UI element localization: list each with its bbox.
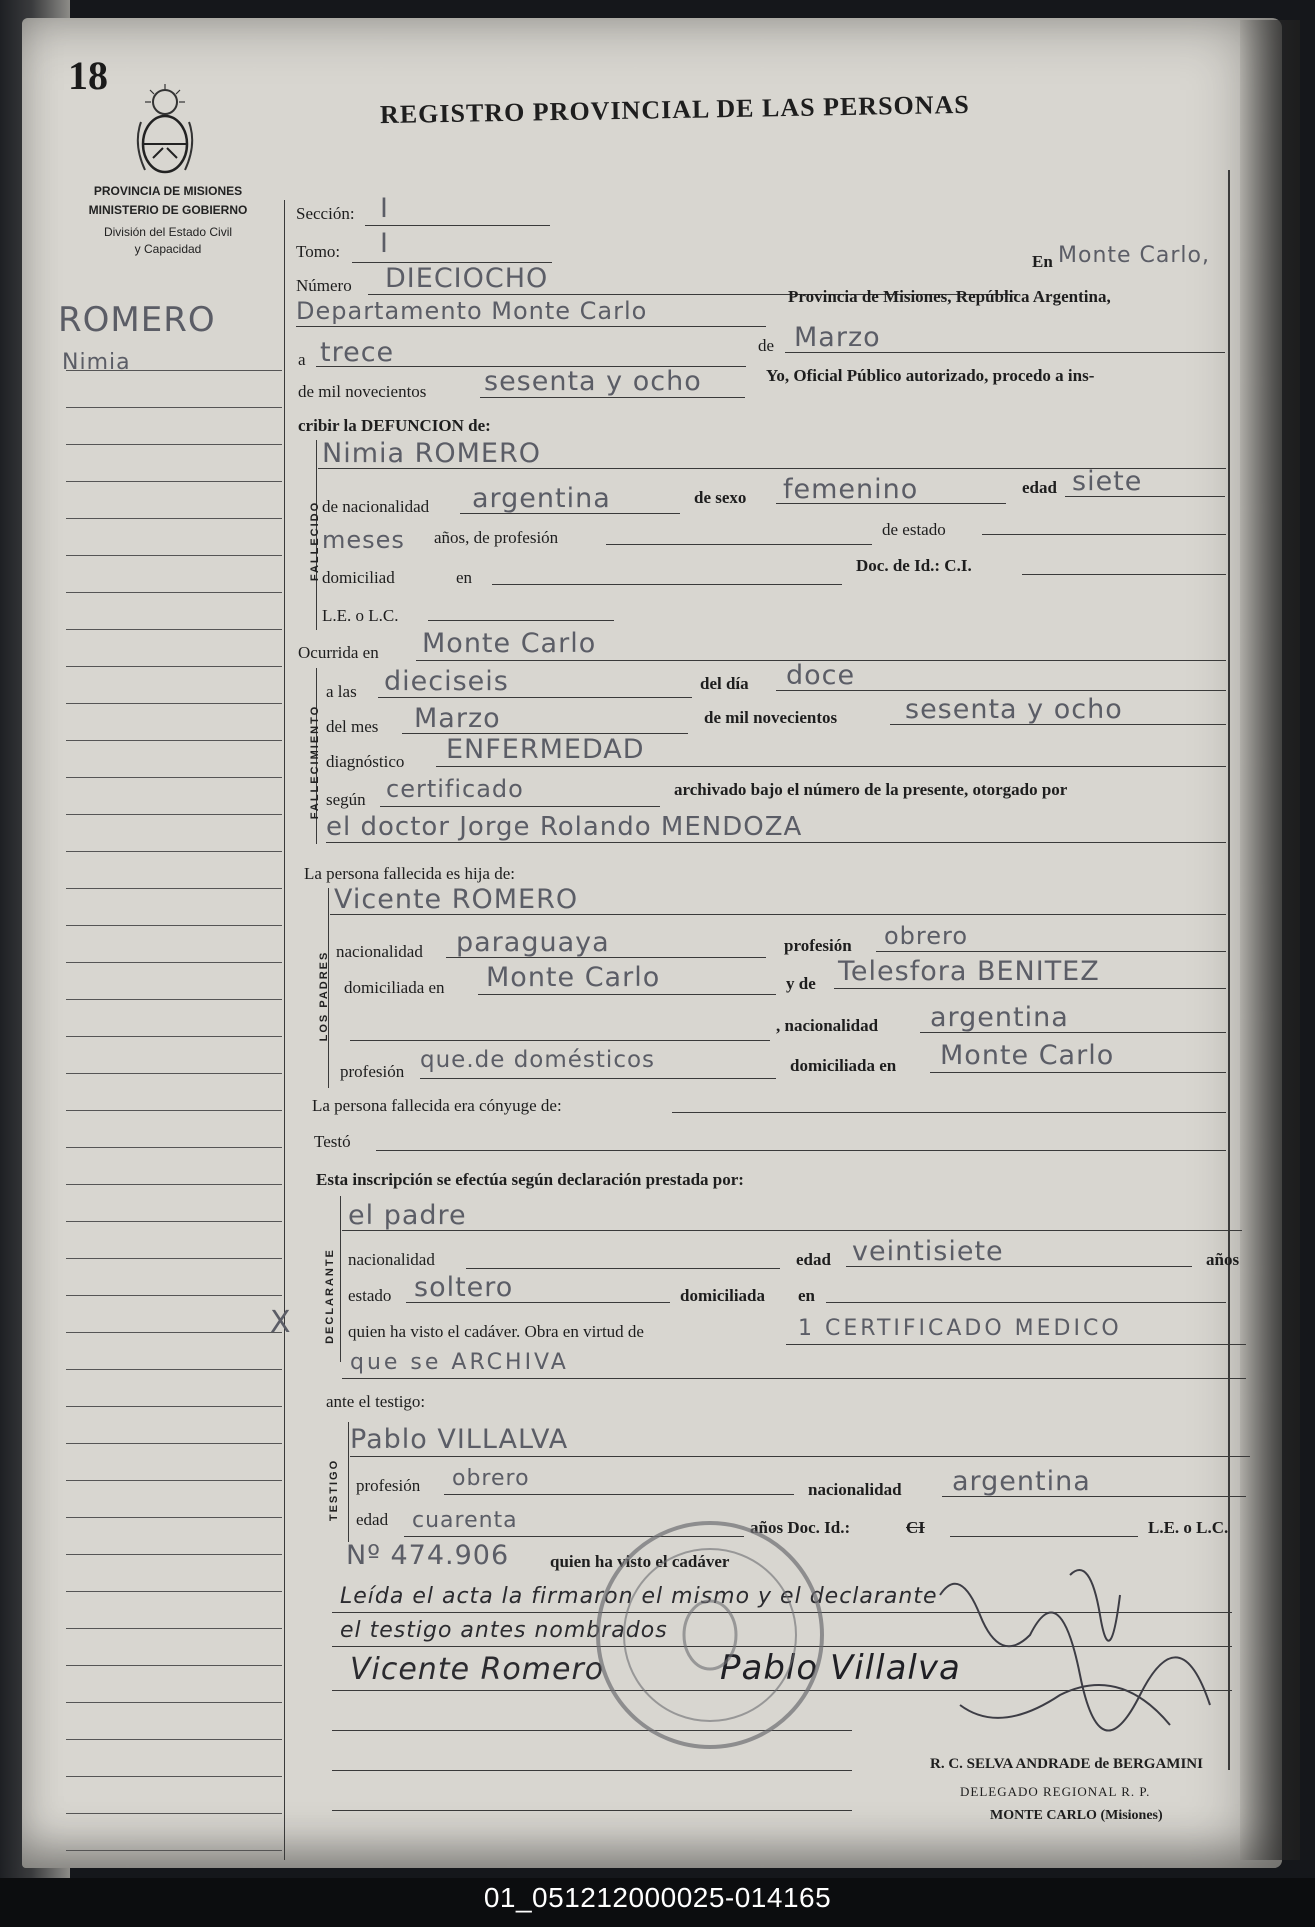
margin-ruled-line bbox=[66, 1443, 282, 1444]
nacionalidad-line bbox=[460, 513, 680, 514]
declarante-domiciliada-label: domiciliada bbox=[680, 1286, 766, 1305]
departamento-value: Departamento Monte Carlo bbox=[296, 297, 648, 325]
margin-ruled-line bbox=[66, 1813, 282, 1814]
margin-ruled-line bbox=[66, 370, 282, 371]
padre-domicilio-label: domiciliada en bbox=[344, 978, 445, 997]
estado-line bbox=[982, 534, 1226, 535]
dia-fallecimiento-line bbox=[776, 690, 1226, 691]
testigo-side-label: TESTIGO bbox=[328, 1458, 340, 1522]
margin-ruled-line bbox=[66, 851, 282, 852]
margin-surname: ROMERO bbox=[58, 300, 216, 340]
declarante-nacionalidad-line bbox=[466, 1268, 780, 1269]
edad-line bbox=[1065, 496, 1225, 497]
oficial-text: Yo, Oficial Público autorizado, procedo a ins- bbox=[766, 366, 1095, 385]
seccion-line bbox=[365, 225, 550, 226]
margin-ruled-line bbox=[66, 777, 282, 778]
padre-name-value: Vicente ROMERO bbox=[334, 884, 579, 915]
padre-name-line bbox=[330, 914, 1226, 915]
anio-fallecimiento-value: sesenta y ocho bbox=[905, 694, 1123, 725]
le-line bbox=[428, 620, 614, 621]
margin-ruled-line bbox=[66, 1221, 282, 1222]
margin-ruled-line bbox=[66, 1480, 282, 1481]
declarante-cadaver-text: quien ha visto el cadáver. Obra en virtud de bbox=[348, 1322, 644, 1341]
closing-text-2: el testigo antes nombrados bbox=[340, 1618, 668, 1643]
margin-ruled-line bbox=[66, 814, 282, 815]
closing-line-6 bbox=[332, 1810, 852, 1811]
margin-ruled-line bbox=[66, 1591, 282, 1592]
closing-line-5 bbox=[332, 1770, 852, 1771]
testigo-profesion-line bbox=[444, 1494, 794, 1495]
issuer-ministry: MINISTERIO DE GOBIERNO bbox=[88, 203, 248, 217]
right-border bbox=[1228, 170, 1230, 1770]
margin-ruled-line bbox=[66, 1332, 282, 1333]
madre-name-line bbox=[834, 988, 1226, 989]
signature-testigo: Pablo Villalva bbox=[720, 1648, 961, 1688]
padre-domicilio-line bbox=[478, 994, 776, 995]
tomo-value: I bbox=[380, 228, 389, 259]
y-de-label: y de bbox=[786, 974, 816, 993]
doc-line bbox=[1022, 574, 1226, 575]
cribir-text: cribir la DEFUNCION de: bbox=[298, 416, 491, 435]
margin-ruled-line bbox=[66, 1628, 282, 1629]
tomo-label: Tomo: bbox=[296, 242, 341, 261]
margin-ruled-line bbox=[66, 444, 282, 445]
segun-label: según bbox=[326, 790, 366, 809]
margin-ruled-line bbox=[66, 407, 282, 408]
margin-ruled-line bbox=[66, 1776, 282, 1777]
declarante-side-label: DECLARANTE bbox=[324, 1248, 336, 1344]
anio-value: sesenta y ocho bbox=[484, 366, 702, 397]
padres-intro: La persona fallecida es hija de: bbox=[304, 864, 515, 883]
mes-line bbox=[785, 352, 1225, 353]
declarante-domicilio-line bbox=[826, 1302, 1226, 1303]
margin-ruled-line bbox=[66, 1517, 282, 1518]
official-stamp-place: MONTE CARLO (Misiones) bbox=[990, 1808, 1163, 1823]
declarante-name-value: el padre bbox=[348, 1200, 467, 1231]
numero-value: DIECIOCHO bbox=[385, 263, 549, 294]
declaracion-text: Esta inscripción se efectúa según declaración prestada por: bbox=[316, 1170, 744, 1189]
signature-declarante: Vicente Romero bbox=[350, 1652, 605, 1687]
declarante-en-label: en bbox=[798, 1286, 815, 1305]
testigo-bracket bbox=[348, 1422, 349, 1542]
margin-ruled-line bbox=[66, 629, 282, 630]
madre-nacionalidad-line bbox=[920, 1032, 1226, 1033]
anio-fallecimiento-label: de mil novecientos bbox=[704, 708, 838, 727]
margin-ruled-line bbox=[66, 1110, 282, 1111]
margin-ruled-line bbox=[66, 555, 282, 556]
testigo-doc-type: CI bbox=[906, 1518, 925, 1537]
testigo-edad-label: edad bbox=[356, 1510, 389, 1529]
en-value: Monte Carlo, bbox=[1058, 243, 1210, 268]
estado-label: de estado bbox=[882, 520, 946, 539]
madre-name-value: Telesfora BENITEZ bbox=[838, 956, 1100, 987]
hora-line bbox=[378, 697, 692, 698]
madre-profesion-label: profesión bbox=[340, 1062, 405, 1081]
sexo-line bbox=[776, 503, 1006, 504]
hora-label: a las bbox=[326, 682, 357, 701]
seccion-label: Sección: bbox=[296, 204, 355, 223]
margin-ruled-line bbox=[66, 1147, 282, 1148]
testigo-nacionalidad-line bbox=[942, 1496, 1246, 1497]
margin-ruled-line bbox=[66, 1406, 282, 1407]
margin-ruled-line bbox=[66, 1850, 282, 1851]
fallecimiento-side-label: FALLECIMIENTO bbox=[309, 704, 321, 820]
padre-domicilio-value: Monte Carlo bbox=[486, 962, 661, 993]
margin-ruled-line bbox=[66, 666, 282, 667]
margin-ruled-line bbox=[66, 1554, 282, 1555]
testo-label: Testó bbox=[314, 1132, 351, 1151]
departamento-line bbox=[296, 326, 766, 327]
margin-ruled-line bbox=[66, 925, 282, 926]
profesion-line bbox=[606, 544, 872, 545]
dia-fallecimiento-value: doce bbox=[786, 660, 856, 691]
official-stamp-title: DELEGADO REGIONAL R. P. bbox=[960, 1784, 1151, 1799]
archivado-text: archivado bajo el número de la presente, otorgado por bbox=[674, 780, 1068, 799]
padres-side-label: LOS PADRES bbox=[318, 950, 330, 1042]
doctor-line bbox=[326, 842, 1226, 843]
domicilio-line bbox=[492, 584, 842, 585]
mes-fallecimiento-value: Marzo bbox=[414, 703, 501, 734]
obra-value: 1 CERTIFICADO MEDICO bbox=[798, 1316, 1122, 1341]
seccion-value: I bbox=[380, 193, 389, 224]
margin-ruled-line bbox=[66, 888, 282, 889]
edad-value: siete bbox=[1072, 466, 1143, 497]
madre-domicilio-label: domiciliada en bbox=[790, 1056, 897, 1075]
hora-value: dieciseis bbox=[384, 666, 509, 697]
conyuge-line bbox=[672, 1112, 1226, 1113]
testigo-profesion-label: profesión bbox=[356, 1476, 421, 1495]
madre-nacionalidad-pre-line bbox=[350, 1040, 770, 1041]
obra-line bbox=[786, 1344, 1246, 1345]
margin-ruled-line bbox=[66, 703, 282, 704]
domiciliado-label: domiciliad bbox=[322, 568, 395, 587]
closing-text-1: Leída el acta la firmaron el mismo y el declarante bbox=[340, 1584, 938, 1609]
testigo-nacionalidad-label: nacionalidad bbox=[808, 1480, 902, 1499]
diagnostico-value: ENFERMEDAD bbox=[446, 734, 645, 765]
de-label: de bbox=[758, 336, 775, 355]
issuer-capacity: y Capacidad bbox=[134, 242, 202, 256]
doctor-value: el doctor Jorge Rolando MENDOZA bbox=[326, 812, 803, 842]
margin-ruled-line bbox=[66, 1369, 282, 1370]
segun-line bbox=[380, 806, 660, 807]
madre-profesion-value: que.de domésticos bbox=[420, 1047, 656, 1073]
declarante-name-line bbox=[342, 1230, 1242, 1231]
anio-label: de mil novecientos bbox=[298, 382, 427, 401]
diagnostico-label: diagnóstico bbox=[326, 752, 405, 771]
madre-nacionalidad-label: , nacionalidad bbox=[776, 1016, 879, 1035]
declarante-edad-label: edad bbox=[796, 1250, 831, 1269]
issuer-province: PROVINCIA DE MISIONES bbox=[93, 184, 243, 198]
page-number: 18 bbox=[68, 53, 108, 98]
numero-label: Número bbox=[296, 276, 352, 295]
madre-domicilio-line bbox=[930, 1072, 1226, 1073]
obra-line-2 bbox=[342, 1378, 1246, 1379]
madre-nacionalidad-value: argentina bbox=[930, 1002, 1069, 1033]
margin-given-name: Nimia bbox=[62, 350, 131, 375]
edad-label: edad bbox=[1022, 478, 1057, 497]
margin-ruled-line bbox=[66, 999, 282, 1000]
sexo-label: de sexo bbox=[694, 488, 747, 507]
margin-ruled-line bbox=[66, 1184, 282, 1185]
declarante-bracket bbox=[340, 1196, 341, 1362]
anio-line bbox=[480, 397, 745, 398]
dia-value: trece bbox=[320, 337, 395, 368]
nacionalidad-label: de nacionalidad bbox=[322, 497, 430, 516]
conyuge-label: La persona fallecida era cónyuge de: bbox=[312, 1096, 562, 1115]
margin-ruled-line bbox=[66, 1036, 282, 1037]
testigo-cadaver-text: quien ha visto el cadáver bbox=[550, 1552, 730, 1571]
left-column-divider bbox=[284, 200, 285, 1860]
dia-label: del día bbox=[700, 674, 749, 693]
declarante-estado-value: soltero bbox=[414, 1272, 514, 1303]
declarante-anos-label: años bbox=[1206, 1250, 1240, 1269]
testigo-doc-number: Nº 474.906 bbox=[346, 1540, 510, 1571]
margin-mark: X bbox=[270, 1305, 292, 1340]
declarante-nacionalidad-label: nacionalidad bbox=[348, 1250, 435, 1269]
provincia-label: Provincia de Misiones, República Argentina, bbox=[788, 287, 1111, 306]
official-signature-scribble bbox=[920, 1555, 1230, 1755]
testigo-nacionalidad-value: argentina bbox=[952, 1466, 1091, 1497]
obra-value-2: que se ARCHIVA bbox=[350, 1350, 569, 1375]
margin-ruled-line bbox=[66, 1739, 282, 1740]
ocurrida-value: Monte Carlo bbox=[422, 628, 597, 659]
file-id-label: 01_051212000025-014165 bbox=[483, 1882, 832, 1913]
padre-profesion-label: profesión bbox=[784, 936, 852, 955]
edad-unit-value: meses bbox=[322, 526, 405, 554]
ocurrida-label: Ocurrida en bbox=[298, 643, 379, 662]
mes-value: Marzo bbox=[794, 322, 881, 353]
fallecido-name-value: Nimia ROMERO bbox=[322, 438, 542, 469]
padre-profesion-line bbox=[876, 951, 1226, 952]
testigo-intro: ante el testigo: bbox=[326, 1392, 426, 1411]
margin-ruled-line bbox=[66, 1702, 282, 1703]
testigo-name-line bbox=[350, 1456, 1250, 1457]
margin-ruled-line bbox=[66, 592, 282, 593]
official-stamp-name: R. C. SELVA ANDRADE de BERGAMINI bbox=[930, 1756, 1203, 1772]
margin-ruled-line bbox=[66, 740, 282, 741]
diagnostico-line bbox=[436, 766, 1226, 767]
en-label: En bbox=[1032, 252, 1053, 271]
declarante-estado-line bbox=[406, 1302, 670, 1303]
nacionalidad-value: argentina bbox=[472, 483, 611, 514]
margin-ruled-line bbox=[66, 962, 282, 963]
official-round-seal bbox=[585, 1510, 835, 1760]
testigo-le-label: L.E. o L.C. bbox=[1148, 1518, 1229, 1537]
doc-label: Doc. de Id.: C.I. bbox=[856, 556, 972, 575]
margin-ruled-line bbox=[66, 518, 282, 519]
page-edge-shadow bbox=[1240, 20, 1300, 1860]
sexo-value: femenino bbox=[783, 474, 919, 505]
margin-ruled-line bbox=[66, 481, 282, 482]
margin-ruled-line bbox=[66, 1665, 282, 1666]
testigo-profesion-value: obrero bbox=[452, 1466, 530, 1491]
fallecido-side-label: FALLECIDO bbox=[309, 500, 321, 582]
declarante-edad-line bbox=[846, 1266, 1192, 1267]
a-label: a bbox=[298, 350, 306, 369]
le-label: L.E. o L.C. bbox=[322, 606, 399, 625]
coat-of-arms-emblem bbox=[133, 82, 197, 182]
padre-nacionalidad-label: nacionalidad bbox=[336, 942, 423, 961]
segun-value: certificado bbox=[386, 775, 524, 803]
anos-label: años, de profesión bbox=[434, 528, 559, 547]
padre-profesion-value: obrero bbox=[884, 922, 969, 950]
madre-profesion-line bbox=[420, 1078, 776, 1079]
testo-line bbox=[376, 1150, 1226, 1151]
anio-fallecimiento-line bbox=[890, 724, 1226, 725]
margin-ruled-line bbox=[66, 1258, 282, 1259]
declarante-edad-value: veintisiete bbox=[852, 1236, 1004, 1267]
margin-ruled-line bbox=[66, 1295, 282, 1296]
document-title: REGISTRO PROVINCIAL DE LAS PERSONAS bbox=[379, 89, 970, 130]
testigo-edad-value: cuarenta bbox=[412, 1508, 518, 1533]
declarante-estado-label: estado bbox=[348, 1286, 392, 1305]
padre-nacionalidad-line bbox=[446, 957, 766, 958]
margin-ruled-line bbox=[66, 1073, 282, 1074]
testigo-doc-line bbox=[950, 1536, 1138, 1537]
domicilio-en-label: en bbox=[456, 568, 473, 587]
mes-label: del mes bbox=[326, 717, 379, 736]
testigo-anos-doc-label: años Doc. Id.: bbox=[750, 1518, 851, 1537]
madre-domicilio-value: Monte Carlo bbox=[940, 1040, 1115, 1071]
testigo-name-value: Pablo VILLALVA bbox=[350, 1424, 569, 1455]
issuer-division: División del Estado Civil bbox=[103, 225, 233, 239]
padre-nacionalidad-value: paraguaya bbox=[456, 927, 610, 958]
